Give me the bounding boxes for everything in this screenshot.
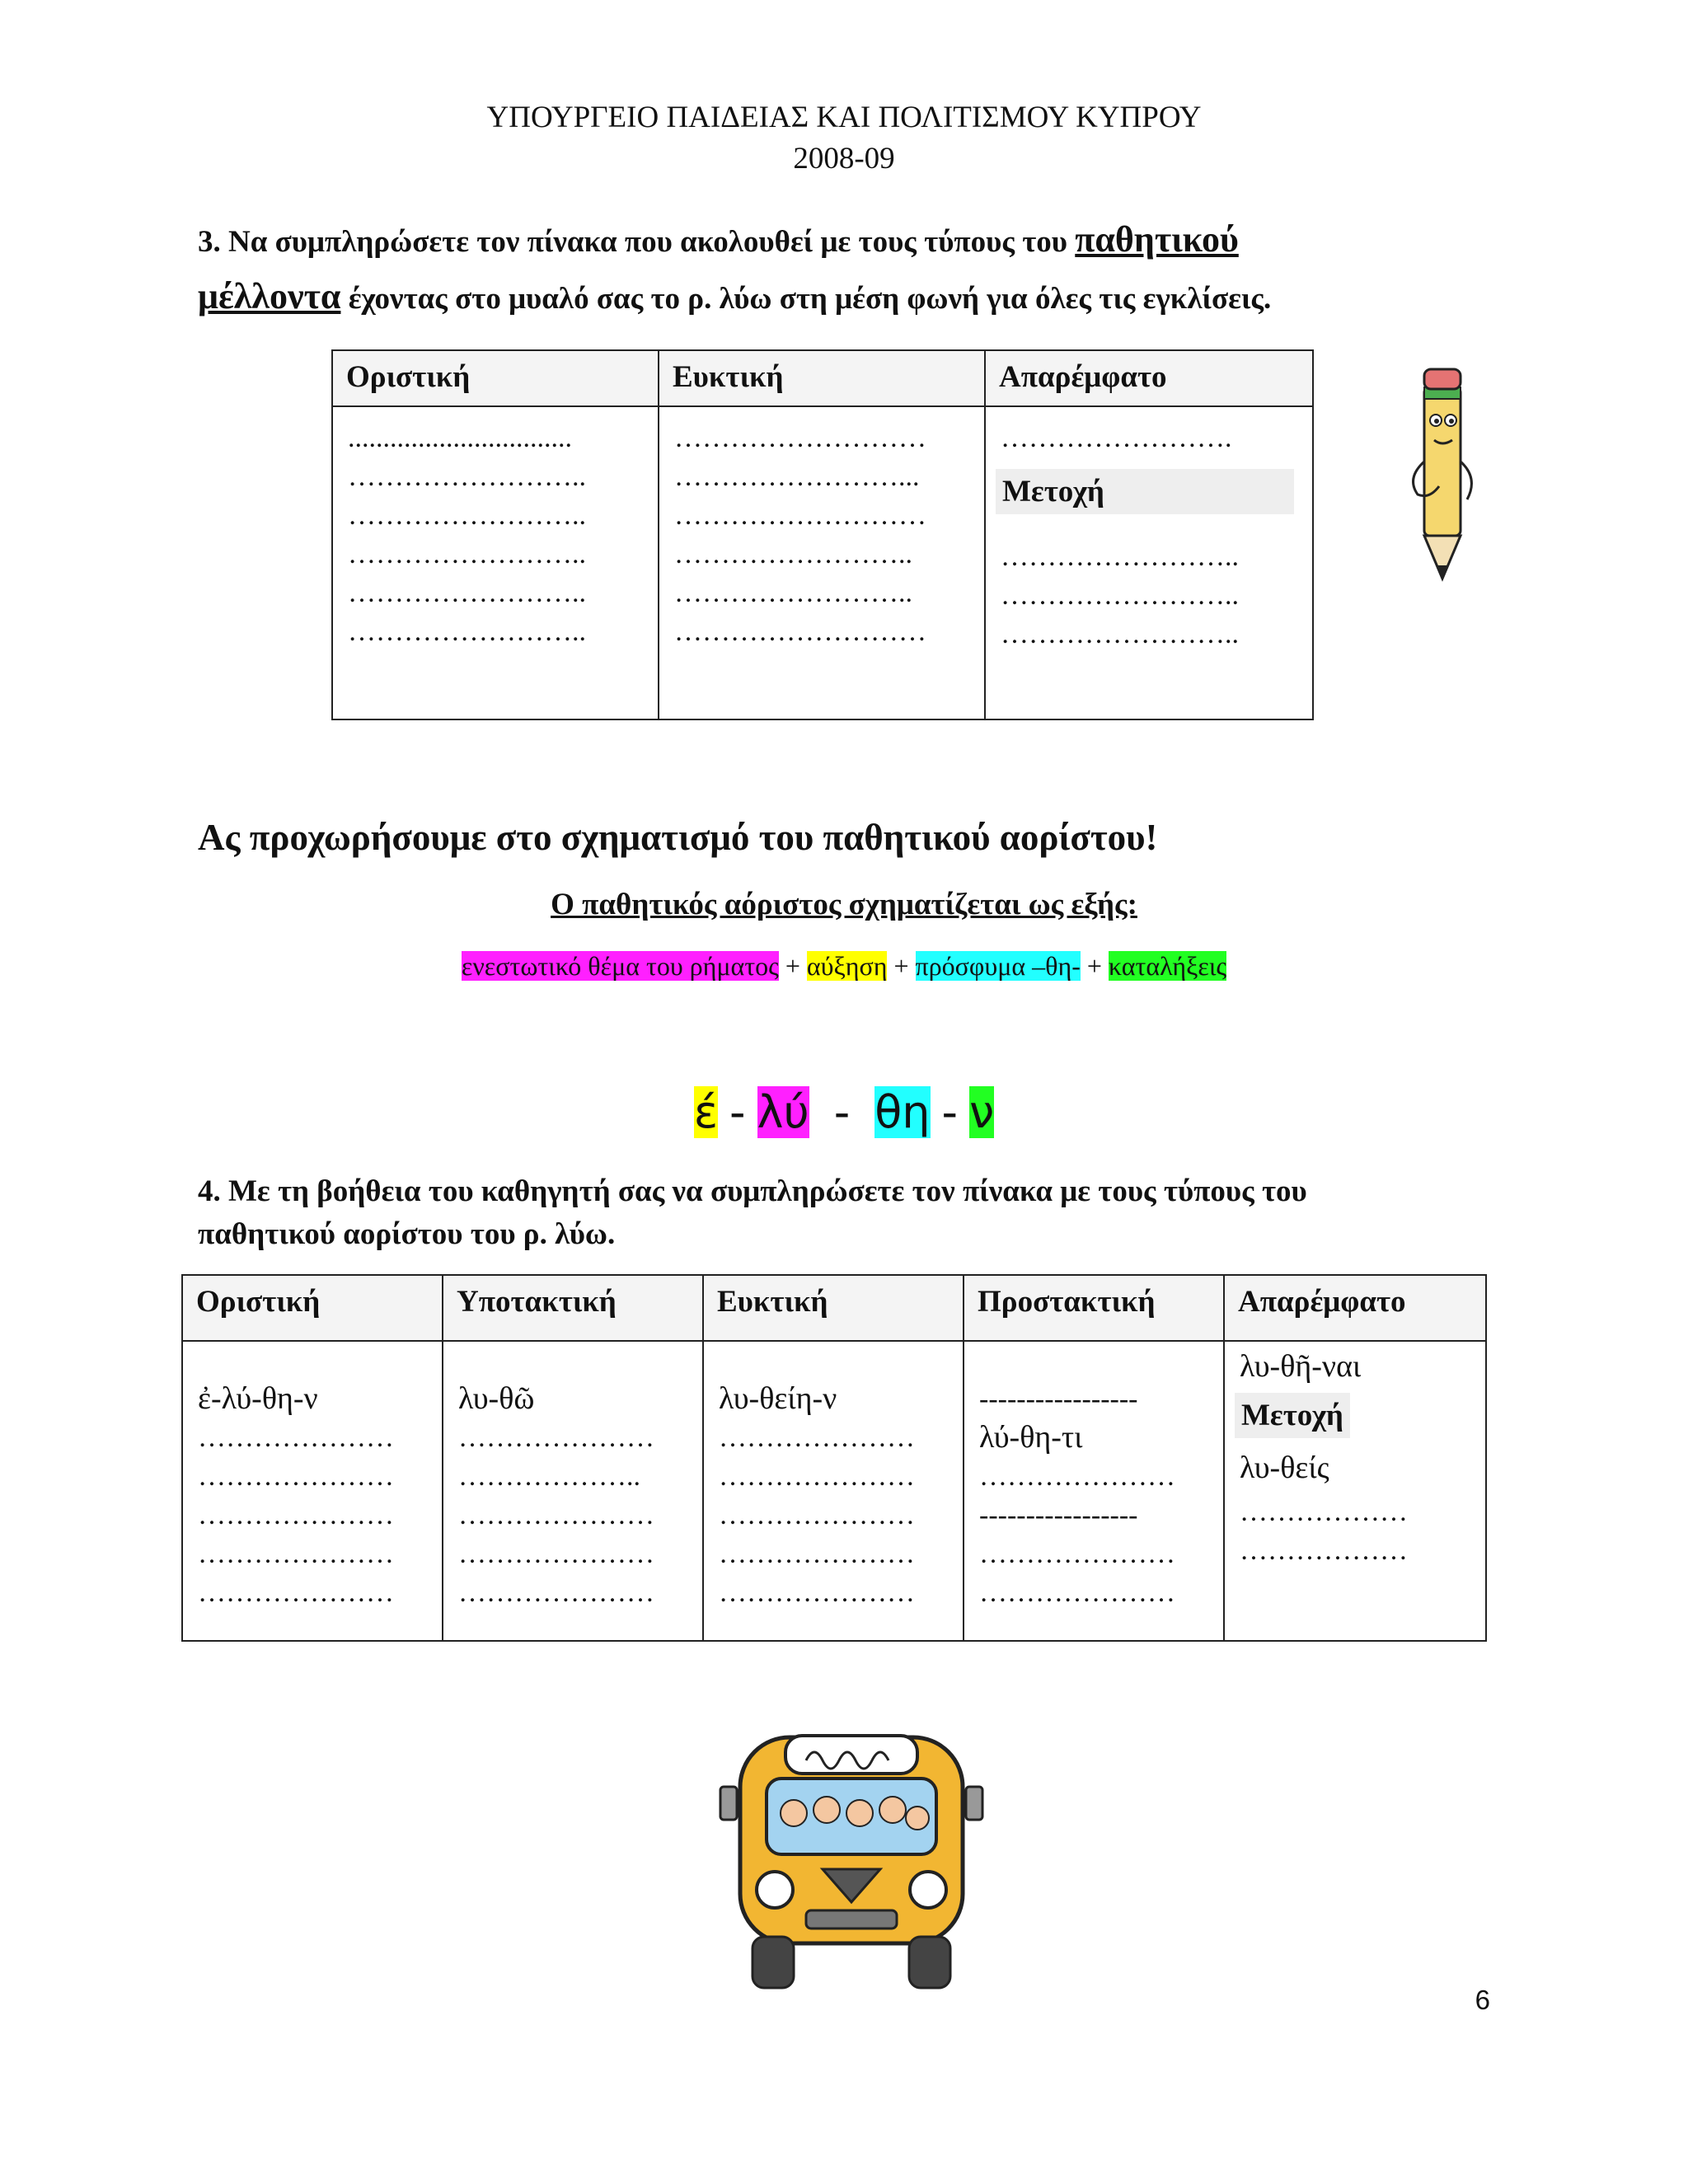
ministry-header: ΥΠΟΥΡΓΕΙΟ ΠΑΙΔΕΙΑΣ ΚΑΙ ΠΟΛΙΤΙΣΜΟΥ ΚΥΠΡΟΥ <box>486 101 1202 134</box>
blank-line[interactable]: ………………… <box>198 1461 394 1492</box>
header-euktiki: Ευκτική <box>703 1275 964 1341</box>
blank-line[interactable]: ………………… <box>198 1422 394 1453</box>
blank-line[interactable]: ………………… <box>979 1539 1175 1569</box>
blank-line[interactable]: ………………… <box>719 1539 915 1569</box>
plus-sign: + <box>893 951 909 981</box>
blank-line[interactable]: ………………… <box>458 1539 654 1569</box>
oristiki-cell <box>332 406 659 719</box>
formula <box>0 951 1688 982</box>
example-dash: - <box>729 1086 746 1138</box>
blank-line[interactable]: ………………… <box>458 1577 654 1608</box>
participle-label: Μετοχή <box>1235 1393 1350 1438</box>
blank-line[interactable]: ……………………… <box>674 423 926 453</box>
exercise-3-term-1: παθητικού <box>1075 219 1239 260</box>
header-prostaktiki: Προστακτική <box>964 1275 1224 1341</box>
given-form: ἐ-λύ-θη-ν <box>198 1381 318 1416</box>
exercise-4-line-1: 4. Με τη βοήθεια του καθηγητή σας να συμπληρώσετε τον πίνακα με τους τύπους του <box>198 1174 1307 1208</box>
exercise-3-term-2: μέλλοντα <box>198 276 341 316</box>
plus-sign: + <box>785 951 800 981</box>
aorist-passive-table <box>181 1274 1487 1642</box>
blank-line[interactable]: …………………….. <box>348 539 586 569</box>
example-stem: λύ <box>757 1086 809 1138</box>
blank-line[interactable]: …………………….. <box>348 500 586 531</box>
blank-line[interactable]: ………………… <box>719 1461 915 1492</box>
formula-augment: αύξηση <box>806 951 888 981</box>
plus-sign: + <box>1086 951 1102 981</box>
blank-line[interactable]: ................................ <box>348 423 572 453</box>
blank-line[interactable]: ………………… <box>198 1539 394 1569</box>
blank-line[interactable]: ……………………… <box>674 500 926 531</box>
blank-line[interactable]: …………………….. <box>1001 541 1239 572</box>
blank-line[interactable]: ………………… <box>458 1422 654 1453</box>
formula-title: Ο παθητικός αόριστος σχηματίζεται ως εξής: <box>551 888 1137 921</box>
blank-line[interactable]: ………………… <box>198 1577 394 1608</box>
blank-line[interactable]: ………………… <box>979 1461 1175 1492</box>
blank-line[interactable]: ………………… <box>719 1422 915 1453</box>
participle-label: Μετοχή <box>996 469 1294 514</box>
given-form: λύ-θη-τι <box>979 1420 1083 1455</box>
example-dash: - <box>833 1086 851 1138</box>
aparemfato-cell <box>1224 1341 1486 1641</box>
future-passive-table <box>331 349 1314 720</box>
euktiki-cell <box>659 406 985 719</box>
blank-line[interactable]: ……………….. <box>458 1461 640 1492</box>
formula-suffix: πρόσφυμα –θη- <box>915 951 1081 981</box>
exercise-4-line-2: παθητικού αορίστου του ρ. λύω. <box>198 1217 616 1251</box>
header-aparemfato: Απαρέμφατο <box>1224 1275 1486 1341</box>
blank-line[interactable]: …………………….. <box>1001 619 1239 649</box>
blank-line[interactable]: …………………….. <box>1001 580 1239 611</box>
example-augment: έ <box>693 1086 719 1138</box>
example-ending: ν <box>969 1086 995 1138</box>
given-form: λυ-θῶ <box>458 1381 535 1416</box>
school-bus-illustration <box>715 1721 987 2001</box>
header-oristiki: Οριστική <box>182 1275 443 1341</box>
blank-line[interactable]: ……………………... <box>674 462 920 492</box>
blank-line[interactable]: …………………….. <box>348 462 586 492</box>
section-title: Ας προχωρήσουμε στο σχηματισμό του παθητικού αορίστου! <box>198 817 1158 858</box>
header-ypotaktiki: Υποτακτική <box>443 1275 703 1341</box>
header-oristiki: Οριστική <box>332 350 659 406</box>
header-aparemfato: Απαρέμφατο <box>985 350 1313 406</box>
exercise-4-prompt <box>198 1170 1533 1256</box>
blank-line[interactable]: …………………….. <box>674 578 912 608</box>
oristiki-cell <box>182 1341 443 1641</box>
exercise-3-prompt <box>198 213 1500 326</box>
blank-line[interactable]: ……………………. <box>1001 423 1232 453</box>
ypotaktiki-cell <box>443 1341 703 1641</box>
example-split <box>0 1086 1688 1138</box>
no-form-dashes: ----------------- <box>979 1384 1138 1414</box>
blank-line[interactable]: ……………… <box>1240 1497 1408 1527</box>
example-suffix: θη <box>874 1086 931 1138</box>
exercise-3-prefix: 3. Να συμπληρώσετε τον πίνακα που ακολουθεί με τους τύπους του <box>198 225 1076 259</box>
school-year: 2008-09 <box>793 142 895 176</box>
given-participle: λυ-θείς <box>1240 1451 1329 1485</box>
blank-line[interactable]: ……………… <box>1240 1535 1408 1566</box>
given-form: λυ-θείη-ν <box>719 1381 837 1416</box>
given-infinitive: λυ-θῆ-ναι <box>1240 1349 1362 1384</box>
blank-line[interactable]: ………………… <box>458 1500 654 1530</box>
page-number: 6 <box>1475 1985 1490 2015</box>
blank-line[interactable]: ………………… <box>979 1577 1175 1608</box>
blank-line[interactable]: …………………….. <box>348 616 586 647</box>
blank-line[interactable]: ………………… <box>719 1500 915 1530</box>
blank-line[interactable]: ………………… <box>719 1577 915 1608</box>
exercise-3-suffix: έχοντας στο μυαλό σας το ρ. λύω στη μέση φωνή για όλες τις εγκλίσεις. <box>340 282 1272 316</box>
blank-line[interactable]: ……………………… <box>674 616 926 647</box>
blank-line[interactable]: …………………….. <box>348 578 586 608</box>
formula-stem: ενεστωτικό θέμα του ρήματος <box>461 951 779 981</box>
blank-line[interactable]: …………………….. <box>674 539 912 569</box>
header-euktiki: Ευκτική <box>659 350 985 406</box>
aparemfato-cell <box>985 406 1313 719</box>
prostaktiki-cell <box>964 1341 1224 1641</box>
example-dash: - <box>941 1086 958 1138</box>
euktiki-cell <box>703 1341 964 1641</box>
no-form-dashes: ----------------- <box>979 1500 1138 1530</box>
formula-endings: καταλήξεις <box>1108 951 1227 981</box>
blank-line[interactable]: ………………… <box>198 1500 394 1530</box>
pencil-illustration <box>1393 354 1492 593</box>
